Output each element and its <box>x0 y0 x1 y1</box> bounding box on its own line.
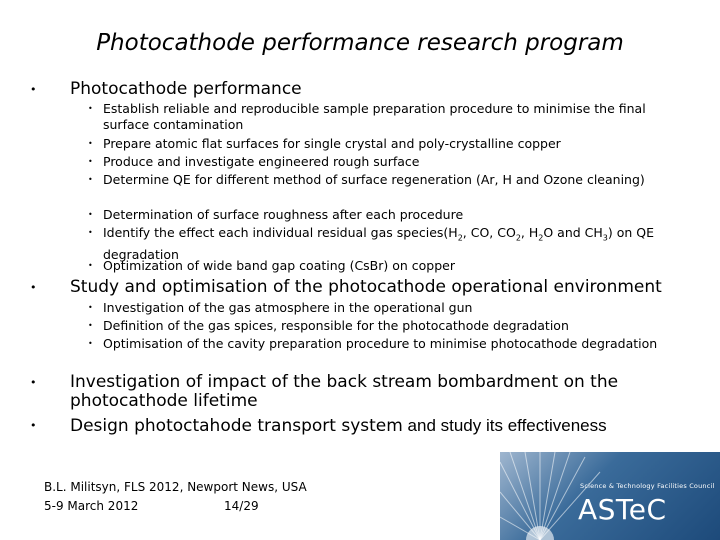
section-label: Photocathode performance <box>70 79 302 99</box>
item-text: Produce and investigate engineered rough surface <box>103 154 420 169</box>
bullet-icon: • <box>30 281 37 294</box>
bullet-icon: • <box>88 104 93 113</box>
bullet-icon: • <box>88 303 93 312</box>
logo-org-name: Science & Technology Facilities Council <box>580 482 715 490</box>
bullet-icon: • <box>88 157 93 166</box>
astec-logo <box>500 452 720 540</box>
section-label: Investigation of impact of the back stream bombardment on the photocathode lifetime <box>70 372 619 411</box>
bullet-icon: • <box>88 175 93 184</box>
bullet-icon: • <box>88 228 93 237</box>
item-text: Investigation of the gas atmosphere in the operational gun <box>103 300 473 315</box>
item-text: Establish reliable and reproducible sample preparation procedure to minimise the final surface contamination <box>103 101 646 132</box>
bullet-icon: • <box>88 139 93 148</box>
bullet-icon: • <box>88 210 93 219</box>
item-text: Optimization of wide band gap coating (CsBr) on copper <box>103 258 456 273</box>
slide-title: Photocathode performance research program <box>96 30 624 56</box>
section-label: Design photoctahode transport system and study its effectiveness <box>70 416 607 436</box>
footer-date: 5-9 March 2012 <box>44 499 139 513</box>
bullet-icon: • <box>88 321 93 330</box>
section-label: Study and optimisation of the photocathode operational environment <box>70 277 662 297</box>
footer-date-page <box>44 497 307 516</box>
bullet-icon: • <box>30 83 37 96</box>
page-number: 14/29 <box>224 499 259 513</box>
item-text: Definition of the gas spices, responsible for the photocathode degradation <box>103 318 569 333</box>
footer-author: B.L. Militsyn, FLS 2012, Newport News, USA <box>44 480 307 494</box>
bullet-icon: • <box>30 376 37 389</box>
item-text: Determine QE for different method of surface regeneration (Ar, H and Ozone cleaning) <box>103 172 645 187</box>
slide-footer <box>44 478 307 516</box>
bullet-icon: • <box>88 339 93 348</box>
item-text: Identify the effect each individual residual gas $species(H_2$, CO, $CO_2$, $H_2O$ and $CH_3$) on QE degradation <box>103 225 655 262</box>
bullet-icon: • <box>30 419 37 432</box>
bullet-icon: • <box>88 261 93 270</box>
item-text: Optimisation of the cavity preparation procedure to minimise photocathode degradation <box>103 336 658 351</box>
logo-name: ASTeC <box>578 493 667 526</box>
item-text: Prepare atomic flat surfaces for single crystal and poly-crystalline copper <box>103 136 561 151</box>
item-text: Determination of surface roughness after each procedure <box>103 207 464 222</box>
